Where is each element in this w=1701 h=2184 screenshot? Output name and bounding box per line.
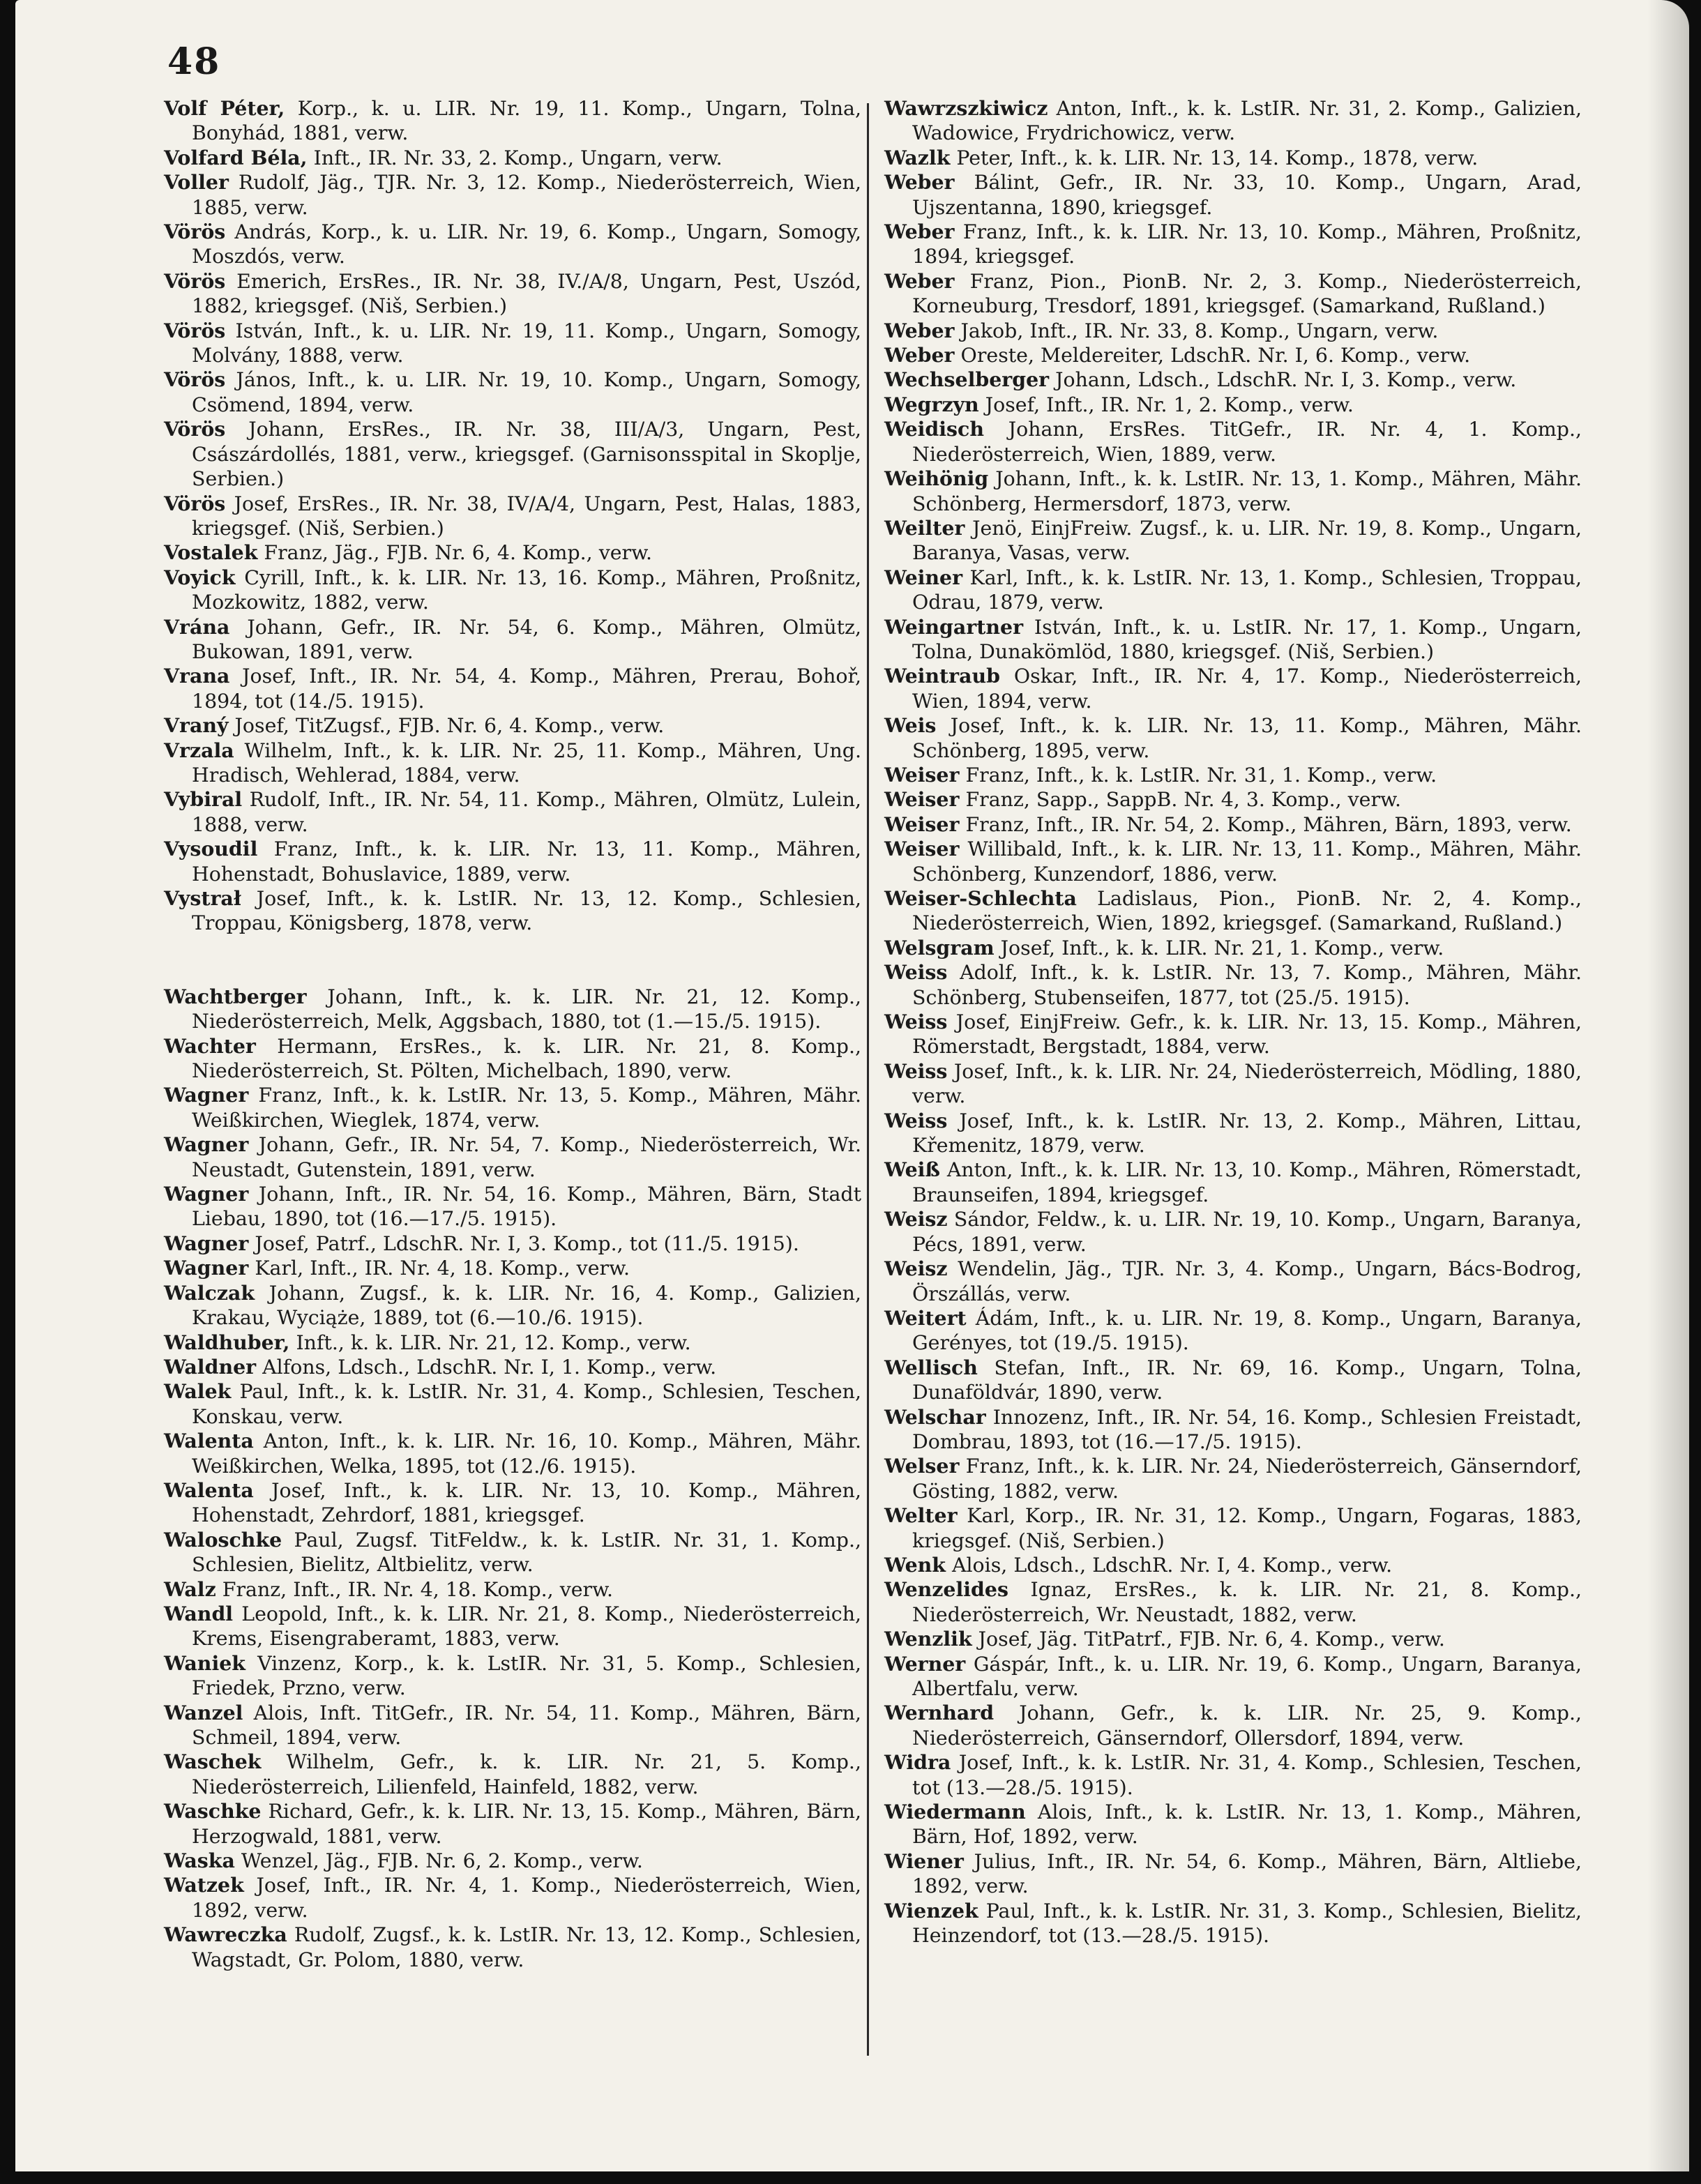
- entry-details: Oreste, Meldereiter, LdschR. Nr. I, 6. Komp., verw.: [954, 344, 1471, 367]
- entry-surname: Wenzelides: [884, 1577, 1008, 1602]
- entry-surname: Waloschke: [164, 1527, 282, 1552]
- entry-surname: Wiedermann: [884, 1800, 1026, 1824]
- entry-surname: Walz: [164, 1577, 216, 1601]
- entry-surname: Weber: [884, 343, 955, 367]
- list-item: [884, 1577, 1582, 1627]
- list-item: [164, 146, 861, 170]
- entry-details: Ádám, Inft., k. u. LIR. Nr. 19, 8. Komp., Ungarn, Baranya, Gerényes, tot (19./5. 1915).: [912, 1306, 1582, 1355]
- list-item: [164, 1132, 861, 1182]
- list-item: [164, 1281, 861, 1330]
- entry-surname: Waniek: [164, 1651, 245, 1675]
- entry-surname: Weber: [884, 268, 955, 293]
- entry-surname: Waldhuber,: [164, 1330, 290, 1354]
- entry-details: Josef, Inft., k. k. LstIR. Nr. 13, 2. Komp., Mähren, Littau, Křemenitz, 1879, verw.: [912, 1109, 1582, 1158]
- list-item: [884, 319, 1582, 343]
- entry-details: Emerich, ErsRes., IR. Nr. 38, IV./A/8, Ungarn, Pest, Uszód, 1882, kriegsgef. (Niš, Serbien.): [192, 269, 861, 318]
- entry-details: Josef, Inft., k. k. LIR. Nr. 24, Niederösterreich, Mödling, 1880, verw.: [912, 1059, 1582, 1108]
- entry-surname: Weisz: [884, 1207, 948, 1231]
- section-gap: [164, 936, 861, 985]
- entry-details: Josef, Jäg. TitPatrf., FJB. Nr. 6, 4. Komp., verw.: [972, 1628, 1445, 1651]
- entry-details: Jenö, EinjFreiw. Zugsf., k. u. LIR. Nr. 19, 8. Komp., Ungarn, Baranya, Vasas, verw.: [912, 516, 1582, 565]
- entry-details: Ladislaus, Pion., PionB. Nr. 2, 4. Komp., Niederösterreich, Wien, 1892, kriegsgef. (Samarkand, Rußland.): [912, 887, 1582, 935]
- entry-surname: Widra: [884, 1750, 951, 1775]
- entry-surname: Wazlk: [884, 145, 951, 169]
- entry-details: Alfons, Ldsch., LdschR. Nr. I, 1. Komp., verw.: [256, 1355, 717, 1379]
- list-item: [884, 1899, 1582, 1948]
- list-item: [164, 787, 861, 837]
- entry-surname: Weidisch: [884, 417, 984, 441]
- entry-details: Hermann, ErsRes., k. k. LIR. Nr. 21, 8. Komp., Niederösterreich, St. Pölten, Michelbach, 1890, verw.: [192, 1034, 861, 1083]
- entry-details: Josef, Inft., IR. Nr. 4, 1. Komp., Niederösterreich, Wien, 1892, verw.: [192, 1874, 861, 1922]
- entry-details: Vinzenz, Korp., k. k. LstIR. Nr. 31, 5. Komp., Schlesien, Friedek, Przno, verw.: [192, 1651, 861, 1700]
- entry-details: Peter, Inft., k. k. LIR. Nr. 13, 14. Komp., 1878, verw.: [950, 146, 1479, 169]
- list-item: [164, 1379, 861, 1429]
- list-item: [164, 886, 861, 936]
- entry-details: Josef, Inft., k. k. LIR. Nr. 21, 1. Komp., verw.: [994, 936, 1444, 960]
- entry-details: Anton, Inft., k. k. LIR. Nr. 13, 10. Komp., Mähren, Römerstadt, Braunseifen, 1894, kriegsgef.: [912, 1158, 1582, 1206]
- list-item: [884, 170, 1582, 220]
- entry-surname: Wechselberger: [884, 367, 1050, 392]
- entry-surname: Weihönig: [884, 467, 989, 491]
- list-item: [164, 1478, 861, 1528]
- list-item: [164, 738, 861, 788]
- entry-details: Paul, Zugsf. TitFeldw., k. k. LstIR. Nr. 31, 1. Komp., Schlesien, Bielitz, Altbielitz, verw.: [192, 1528, 861, 1577]
- entry-details: Josef, TitZugsf., FJB. Nr. 6, 4. Komp., verw.: [228, 714, 665, 738]
- entry-details: István, Inft., k. u. LIR. Nr. 19, 11. Komp., Ungarn, Somogy, Molvány, 1888, verw.: [192, 319, 861, 367]
- entry-details: Wilhelm, Inft., k. k. LIR. Nr. 25, 11. Komp., Mähren, Ung. Hradisch, Wehlerad, 1884, verw.: [192, 738, 861, 787]
- entry-surname: Vrana: [164, 664, 230, 688]
- entry-surname: Volf Péter,: [164, 96, 285, 120]
- list-item: [884, 664, 1582, 713]
- entry-details: Johann, Gefr., k. k. LIR. Nr. 25, 9. Komp., Niederösterreich, Gänserndorf, Ollersdorf, 1894, verw.: [912, 1701, 1582, 1750]
- entry-surname: Weiser: [884, 837, 960, 861]
- entry-surname: Wagner: [164, 1182, 249, 1206]
- entry-details: Inft., IR. Nr. 33, 2. Komp., Ungarn, verw.: [307, 146, 723, 169]
- entry-details: Josef, Inft., k. k. LstIR. Nr. 31, 4. Komp., Schlesien, Teschen, tot (13.—28./5. 1915).: [912, 1751, 1582, 1799]
- list-item: [164, 1602, 861, 1651]
- list-item: [884, 1553, 1582, 1577]
- list-item: [884, 367, 1582, 392]
- list-item: [164, 1849, 861, 1873]
- entry-details: Leopold, Inft., k. k. LIR. Nr. 21, 8. Komp., Niederösterreich, Krems, Eisengraberamt, 1883, verw.: [192, 1602, 861, 1651]
- entry-surname: Welter: [884, 1503, 958, 1528]
- entry-surname: Weiser: [884, 812, 960, 836]
- list-item: [884, 1356, 1582, 1405]
- right-column: [884, 96, 1582, 1948]
- entry-details: Korp., k. u. LIR. Nr. 19, 11. Komp., Ungarn, Tolna, Bonyhád, 1881, verw.: [192, 97, 861, 145]
- list-item: [164, 1231, 861, 1256]
- entry-details: Johann, Inft., IR. Nr. 54, 16. Komp., Mähren, Bärn, Stadt Liebau, 1890, tot (16.—17./5. 1915).: [192, 1183, 861, 1231]
- entry-details: Jakob, Inft., IR. Nr. 33, 8. Komp., Ungarn, verw.: [954, 319, 1439, 342]
- list-item: [164, 1034, 861, 1084]
- list-item: [884, 960, 1582, 1010]
- entry-details: András, Korp., k. u. LIR. Nr. 19, 6. Komp., Ungarn, Somogy, Moszdós, verw.: [192, 220, 861, 268]
- list-item: [884, 1800, 1582, 1849]
- entry-details: Paul, Inft., k. k. LstIR. Nr. 31, 4. Komp., Schlesien, Teschen, Konskau, verw.: [192, 1380, 861, 1428]
- entry-surname: Weiser-Schlechta: [884, 886, 1077, 910]
- list-item: [164, 367, 861, 417]
- entry-details: Wenzel, Jäg., FJB. Nr. 6, 2. Komp., verw.: [234, 1849, 643, 1873]
- entry-surname: Weiß: [884, 1158, 940, 1182]
- list-item: [164, 1330, 861, 1355]
- list-item: [884, 936, 1582, 960]
- list-item: [884, 886, 1582, 936]
- entry-surname: Werner: [884, 1651, 966, 1676]
- list-item: [164, 492, 861, 541]
- entry-surname: Walenta: [164, 1478, 254, 1502]
- entry-surname: Wachter: [164, 1033, 256, 1058]
- entry-surname: Weisz: [884, 1257, 948, 1281]
- entry-details: Inft., k. k. LIR. Nr. 21, 12. Komp., verw.: [289, 1330, 691, 1354]
- list-item: [884, 837, 1582, 886]
- list-item: [884, 96, 1582, 146]
- entry-details: Franz, Pion., PionB. Nr. 2, 3. Komp., Niederösterreich, Korneuburg, Tresdorf, 1891, kriegsgef. (Samarkand, Rußland.): [912, 269, 1582, 318]
- entry-details: Gáspár, Inft., k. u. LIR. Nr. 19, 6. Komp., Ungarn, Baranya, Albertfalu, verw.: [912, 1652, 1582, 1700]
- page-edge-shadow: [1647, 0, 1689, 2171]
- entry-details: Josef, Inft., k. k. LIR. Nr. 13, 10. Komp., Mähren, Hohenstadt, Zehrdorf, 1881, kriegsgef.: [192, 1478, 861, 1527]
- entry-details: Josef, Inft., IR. Nr. 1, 2. Komp., verw.: [978, 393, 1354, 416]
- list-item: [884, 1158, 1582, 1207]
- entry-surname: Wagner: [164, 1083, 249, 1107]
- list-item: [164, 96, 861, 146]
- list-item: [164, 1182, 861, 1231]
- entry-surname: Wegrzyn: [884, 392, 979, 416]
- entry-surname: Wagner: [164, 1256, 249, 1280]
- entry-surname: Weiss: [884, 1108, 948, 1132]
- entry-surname: Weiss: [884, 1010, 948, 1034]
- entry-details: Johann, ErsRes. TitGefr., IR. Nr. 4, 1. Komp., Niederösterreich, Wien, 1889, verw.: [912, 418, 1582, 466]
- entry-surname: Weber: [884, 170, 955, 195]
- entry-details: István, Inft., k. u. LstIR. Nr. 17, 1. Komp., Ungarn, Tolna, Dunakömlöd, 1880, kriegsgef. (Niš, Serbien.): [912, 615, 1582, 663]
- entry-surname: Weber: [884, 318, 955, 342]
- entry-surname: Weintraub: [884, 664, 1001, 688]
- entry-surname: Weiner: [884, 565, 963, 589]
- entry-surname: Vostalek: [164, 540, 258, 565]
- entry-details: Johann, Gefr., IR. Nr. 54, 7. Komp., Niederösterreich, Wr. Neustadt, Gutenstein, 1891, verw.: [192, 1133, 861, 1181]
- entry-details: János, Inft., k. u. LIR. Nr. 19, 10. Komp., Ungarn, Somogy, Csömend, 1894, verw.: [192, 368, 861, 416]
- entry-surname: Welsgram: [884, 935, 995, 960]
- list-item: [884, 516, 1582, 566]
- entry-details: Wendelin, Jäg., TJR. Nr. 3, 4. Komp., Ungarn, Bács-Bodrog, Örszállás, verw.: [912, 1257, 1582, 1305]
- list-item: [884, 1503, 1582, 1553]
- entry-surname: Waschke: [164, 1799, 262, 1823]
- list-item: [164, 837, 861, 886]
- entry-surname: Wiener: [884, 1849, 964, 1873]
- entry-details: Alois, Inft., k. k. LstIR. Nr. 13, 1. Komp., Mähren, Bärn, Hof, 1892, verw.: [912, 1800, 1582, 1849]
- entry-surname: Weiss: [884, 960, 948, 985]
- entry-surname: Vraný: [164, 713, 229, 738]
- entry-details: Johann, Ldsch., LdschR. Nr. I, 3. Komp., verw.: [1049, 368, 1517, 392]
- entry-surname: Wellisch: [884, 1355, 978, 1379]
- entry-surname: Walek: [164, 1379, 232, 1404]
- list-item: [884, 1405, 1582, 1455]
- entry-surname: Vörös: [164, 417, 226, 441]
- document-page: [15, 0, 1689, 2171]
- list-item: [164, 1799, 861, 1849]
- entry-surname: Wernhard: [884, 1701, 995, 1725]
- entry-details: Bálint, Gefr., IR. Nr. 33, 10. Komp., Ungarn, Arad, Ujszentanna, 1890, kriegsgef.: [912, 171, 1582, 219]
- entry-details: Franz, Inft., k. k. LstIR. Nr. 13, 5. Komp., Mähren, Mähr. Weißkirchen, Wieglek, 1874, verw.: [192, 1084, 861, 1132]
- list-item: [164, 417, 861, 491]
- list-item: [164, 615, 861, 665]
- entry-surname: Walczak: [164, 1280, 255, 1305]
- entry-surname: Vörös: [164, 318, 226, 342]
- entry-surname: Weiser: [884, 787, 960, 812]
- entry-surname: Weiser: [884, 762, 960, 787]
- list-item: [164, 1083, 861, 1132]
- entry-surname: Weiss: [884, 1059, 948, 1083]
- entry-surname: Waschek: [164, 1750, 262, 1774]
- entry-surname: Voller: [164, 170, 229, 195]
- entry-details: Sándor, Feldw., k. u. LIR. Nr. 19, 10. Komp., Ungarn, Baranya, Pécs, 1891, verw.: [912, 1208, 1582, 1256]
- list-item: [884, 220, 1582, 269]
- list-item: [164, 566, 861, 615]
- list-item: [884, 1207, 1582, 1257]
- list-item: [164, 985, 861, 1034]
- entry-surname: Walenta: [164, 1429, 254, 1453]
- entry-surname: Voyick: [164, 565, 236, 589]
- entry-surname: Wanzel: [164, 1700, 243, 1724]
- entry-surname: Weilter: [884, 515, 965, 540]
- entry-details: Richard, Gefr., k. k. LIR. Nr. 13, 15. Komp., Mähren, Bärn, Herzogwald, 1881, verw.: [192, 1800, 861, 1848]
- entry-details: Johann, Inft., k. k. LstIR. Nr. 13, 1. Komp., Mähren, Mähr. Schönberg, Hermersdorf, 1873, verw.: [912, 467, 1582, 515]
- list-item: [164, 170, 861, 220]
- list-item: [884, 1059, 1582, 1109]
- entry-details: Karl, Inft., k. k. LstIR. Nr. 13, 1. Komp., Schlesien, Troppau, Odrau, 1879, verw.: [912, 566, 1582, 614]
- list-item: [164, 1701, 861, 1750]
- entry-details: Johann, ErsRes., IR. Nr. 38, III/A/3, Ungarn, Pest, Császárdollés, 1881, verw., kriegsgef. (Garnisonsspital in Skoplje, Serbien.): [192, 418, 861, 491]
- list-item: [884, 566, 1582, 615]
- list-item: [884, 1627, 1582, 1651]
- list-item: [884, 146, 1582, 170]
- entry-details: Julius, Inft., IR. Nr. 54, 6. Komp., Mähren, Bärn, Altliebe, 1892, verw.: [912, 1849, 1582, 1898]
- entry-surname: Welser: [884, 1454, 960, 1478]
- list-item: [884, 269, 1582, 319]
- list-item: [884, 343, 1582, 367]
- entry-details: Ignaz, ErsRes., k. k. LIR. Nr. 21, 8. Komp., Niederösterreich, Wr. Neustadt, 1882, verw.: [912, 1578, 1582, 1626]
- entry-details: Josef, Patrf., LdschR. Nr. I, 3. Komp., tot (11./5. 1915).: [248, 1231, 799, 1255]
- list-item: [884, 812, 1582, 837]
- entry-details: Franz, Inft., k. k. LIR. Nr. 13, 11. Komp., Mähren, Hohenstadt, Bohuslavice, 1889, verw.: [192, 837, 861, 886]
- entry-surname: Wawrzszkiwicz: [884, 96, 1048, 120]
- list-item: [164, 1923, 861, 1972]
- entry-details: Franz, Inft., k. k. LIR. Nr. 24, Niederösterreich, Gänserndorf, Gösting, 1882, verw.: [912, 1455, 1582, 1503]
- entry-details: Franz, Inft., IR. Nr. 54, 2. Komp., Mähren, Bärn, 1893, verw.: [959, 812, 1572, 836]
- column-divider: [867, 103, 869, 2056]
- entry-details: Johann, Inft., k. k. LIR. Nr. 21, 12. Komp., Niederösterreich, Melk, Aggsbach, 1880, tot (1.—15./5. 1915).: [192, 985, 861, 1033]
- entry-details: Karl, Inft., IR. Nr. 4, 18. Komp., verw.: [248, 1257, 630, 1280]
- list-item: [164, 1651, 861, 1701]
- list-item: [884, 1750, 1582, 1800]
- entry-surname: Wenzlik: [884, 1627, 972, 1651]
- list-item: [884, 417, 1582, 467]
- entry-surname: Welschar: [884, 1404, 986, 1429]
- list-item: [884, 1454, 1582, 1503]
- entry-details: Rudolf, Inft., IR. Nr. 54, 11. Komp., Mähren, Olmütz, Lulein, 1888, verw.: [192, 788, 861, 836]
- entry-details: Innozenz, Inft., IR. Nr. 54, 16. Komp., Schlesien Freistadt, Dombrau, 1893, tot (16.—17./5. 1915).: [912, 1405, 1582, 1453]
- entry-surname: Vörös: [164, 367, 226, 392]
- entry-details: Wilhelm, Gefr., k. k. LIR. Nr. 21, 5. Komp., Niederösterreich, Lilienfeld, Hainfeld, 1882, verw.: [192, 1750, 861, 1798]
- entry-details: Josef, ErsRes., IR. Nr. 38, IV/A/4, Ungarn, Pest, Halas, 1883, kriegsgef. (Niš, Serbien.): [192, 492, 861, 540]
- entry-surname: Wandl: [164, 1601, 234, 1625]
- entry-surname: Vörös: [164, 491, 226, 515]
- left-column: [164, 96, 861, 1972]
- entry-details: Franz, Sapp., SappB. Nr. 4, 3. Komp., verw.: [959, 788, 1402, 812]
- entry-details: Karl, Korp., IR. Nr. 31, 12. Komp., Ungarn, Fogaras, 1883, kriegsgef. (Niš, Serbien.): [912, 1504, 1582, 1552]
- list-item: [884, 1010, 1582, 1059]
- entry-surname: Vybiral: [164, 787, 243, 812]
- list-item: [884, 1849, 1582, 1899]
- entry-details: Anton, Inft., k. k. LstIR. Nr. 31, 2. Komp., Galizien, Wadowice, Frydrichowicz, verw.: [912, 97, 1582, 145]
- entry-surname: Vörös: [164, 268, 226, 293]
- list-item: [164, 269, 861, 319]
- entry-details: Stefan, Inft., IR. Nr. 69, 16. Komp., Ungarn, Tolna, Dunaföldvár, 1890, verw.: [912, 1356, 1582, 1404]
- list-item: [884, 787, 1582, 812]
- entry-details: Adolf, Inft., k. k. LstIR. Nr. 13, 7. Komp., Mähren, Mähr. Schönberg, Stubenseifen, 1877, tot (25./5. 1915).: [912, 961, 1582, 1009]
- entry-surname: Wagner: [164, 1231, 249, 1255]
- list-item: [164, 1528, 861, 1577]
- list-item: [884, 1109, 1582, 1158]
- entry-details: Franz, Inft., k. k. LIR. Nr. 13, 10. Komp., Mähren, Proßnitz, 1894, kriegsgef.: [912, 220, 1582, 268]
- list-item: [164, 540, 861, 565]
- entry-details: Paul, Inft., k. k. LstIR. Nr. 31, 3. Komp., Schlesien, Bielitz, Heinzendorf, tot (13.—28./5. 1915).: [912, 1899, 1582, 1948]
- list-item: [884, 763, 1582, 787]
- list-item: [164, 319, 861, 368]
- entry-details: Franz, Inft., IR. Nr. 4, 18. Komp., verw.: [216, 1577, 614, 1601]
- entry-surname: Vysoudil: [164, 837, 258, 861]
- entry-surname: Volfard Béla,: [164, 145, 308, 169]
- list-item: [884, 393, 1582, 417]
- list-item: [164, 713, 861, 738]
- entry-surname: Waska: [164, 1849, 235, 1873]
- entry-surname: Wawreczka: [164, 1923, 287, 1947]
- entry-surname: Wenk: [884, 1552, 946, 1577]
- entry-details: Cyrill, Inft., k. k. LIR. Nr. 13, 16. Komp., Mähren, Proßnitz, Mozkowitz, 1882, verw.: [192, 566, 861, 614]
- list-item: [884, 1652, 1582, 1701]
- entry-surname: Weingartner: [884, 614, 1024, 639]
- list-item: [164, 1355, 861, 1379]
- entry-details: Oskar, Inft., IR. Nr. 4, 17. Komp., Niederösterreich, Wien, 1894, verw.: [912, 665, 1582, 713]
- list-item: [884, 1306, 1582, 1356]
- entry-details: Josef, EinjFreiw. Gefr., k. k. LIR. Nr. 13, 15. Komp., Mähren, Römerstadt, Bergstadt, 1884, verw.: [912, 1010, 1582, 1059]
- list-item: [884, 713, 1582, 763]
- entry-details: Franz, Jäg., FJB. Nr. 6, 4. Komp., verw.: [257, 541, 653, 565]
- entry-surname: Vrána: [164, 614, 230, 639]
- list-item: [164, 1256, 861, 1280]
- entry-details: Josef, Inft., k. k. LIR. Nr. 13, 11. Komp., Mähren, Mähr. Schönberg, 1895, verw.: [912, 714, 1582, 762]
- list-item: [164, 664, 861, 713]
- list-item: [164, 1873, 861, 1923]
- entry-surname: Vystrał: [164, 886, 241, 910]
- entry-surname: Vörös: [164, 220, 226, 244]
- entry-surname: Wienzek: [884, 1898, 978, 1923]
- list-item: [164, 1577, 861, 1602]
- entry-details: Johann, Gefr., IR. Nr. 54, 6. Komp., Mähren, Olmütz, Bukowan, 1891, verw.: [192, 615, 861, 663]
- entry-details: Josef, Inft., IR. Nr. 54, 4. Komp., Mähren, Prerau, Bohoř, 1894, tot (14./5. 1915).: [192, 665, 861, 713]
- list-item: [884, 467, 1582, 516]
- entry-details: Alois, Inft. TitGefr., IR. Nr. 54, 11. Komp., Mähren, Bärn, Schmeil, 1894, verw.: [192, 1701, 861, 1749]
- entry-surname: Vrzala: [164, 738, 234, 762]
- entry-surname: Waldner: [164, 1354, 257, 1379]
- list-item: [884, 1701, 1582, 1750]
- list-item: [884, 615, 1582, 665]
- list-item: [164, 1750, 861, 1799]
- entry-details: Rudolf, Jäg., TJR. Nr. 3, 12. Komp., Niederösterreich, Wien, 1885, verw.: [192, 171, 861, 219]
- entry-details: Johann, Zugsf., k. k. LIR. Nr. 16, 4. Komp., Galizien, Krakau, Wyciąże, 1889, tot (6.—10./6. 1915).: [192, 1281, 861, 1330]
- entry-surname: Wachtberger: [164, 984, 307, 1008]
- entry-details: Anton, Inft., k. k. LIR. Nr. 16, 10. Komp., Mähren, Mähr. Weißkirchen, Welka, 1895, tot (12./6. 1915).: [192, 1430, 861, 1478]
- entry-surname: Weitert: [884, 1305, 967, 1330]
- list-item: [164, 220, 861, 269]
- entry-surname: Weis: [884, 713, 937, 738]
- entry-details: Josef, Inft., k. k. LstIR. Nr. 13, 12. Komp., Schlesien, Troppau, Königsberg, 1878, verw.: [192, 887, 861, 935]
- entry-surname: Wagner: [164, 1132, 249, 1157]
- entry-surname: Weber: [884, 220, 955, 244]
- list-item: [164, 1429, 861, 1478]
- entry-details: Franz, Inft., k. k. LstIR. Nr. 31, 1. Komp., verw.: [959, 763, 1437, 787]
- page-number: 48: [167, 40, 221, 83]
- entry-details: Rudolf, Zugsf., k. k. LstIR. Nr. 13, 12. Komp., Schlesien, Wagstadt, Gr. Polom, 1880, verw.: [192, 1923, 861, 1971]
- entry-surname: Watzek: [164, 1873, 244, 1897]
- entry-details: Willibald, Inft., k. k. LIR. Nr. 13, 11. Komp., Mähren, Mähr. Schönberg, Kunzendorf, 1886, verw.: [912, 837, 1582, 886]
- list-item: [884, 1257, 1582, 1306]
- entry-details: Alois, Ldsch., LdschR. Nr. I, 4. Komp., verw.: [945, 1553, 1393, 1577]
